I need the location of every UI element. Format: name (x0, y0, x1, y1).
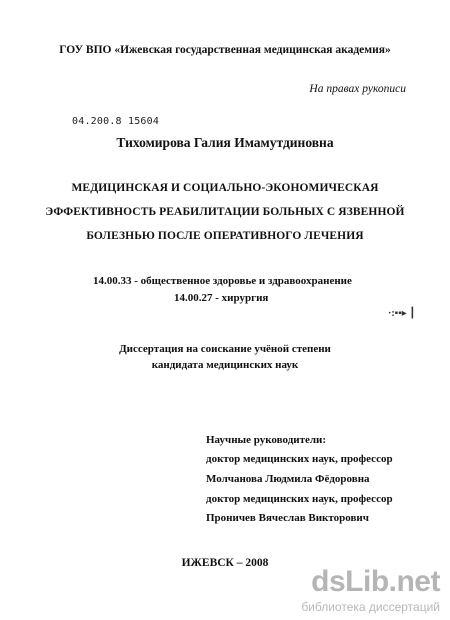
thesis-title-line: БОЛЕЗНЬЮ ПОСЛЕ ОПЕРАТИВНОГО ЛЕЧЕНИЯ (86, 230, 364, 242)
watermark-subtitle: библиотека диссертаций (301, 600, 440, 614)
author-name: Тихомирова Галия Имамутдиновна (116, 135, 334, 150)
supervisor-degree: доктор медицинских наук, профессор (206, 453, 393, 465)
specialty-code: 14.00.27 - хирургия (174, 292, 269, 304)
supervisor-degree: доктор медицинских наук, профессор (206, 493, 393, 505)
supervisors-heading: Научные руководители: (206, 434, 327, 446)
watermark-logo: dsLib.net (311, 565, 440, 598)
supervisor-name: Проничев Вячеслав Викторович (206, 512, 369, 524)
thesis-title-line: ЭФФЕКТИВНОСТЬ РЕАБИЛИТАЦИИ БОЛЬНЫХ С ЯЗВЕННОЙ (45, 206, 405, 218)
manuscript-rights-note: На правах рукописи (309, 83, 406, 95)
institution-name: ГОУ ВПО «Ижевская государственная медицинская академия» (59, 44, 391, 56)
dslib-watermark (302, 565, 444, 615)
thesis-title-line: МЕДИЦИНСКАЯ И СОЦИАЛЬНО-ЭКОНОМИЧЕСКАЯ (71, 182, 379, 194)
library-stamp-code: 04.200.8 15604 (72, 116, 160, 127)
supervisor-name: Молчанова Людмила Фёдоровна (206, 473, 370, 485)
specialty-code: 14.00.33 - общественное здоровье и здравоохранение (93, 275, 352, 287)
degree-statement-line: Диссертация на соискание учёной степени (119, 343, 331, 355)
degree-statement-line: кандидата медицинских наук (151, 359, 299, 371)
scan-blot-mark: ·:▪▪▸ ┃ (388, 308, 416, 319)
city-year: ИЖЕВСК – 2008 (181, 557, 269, 569)
